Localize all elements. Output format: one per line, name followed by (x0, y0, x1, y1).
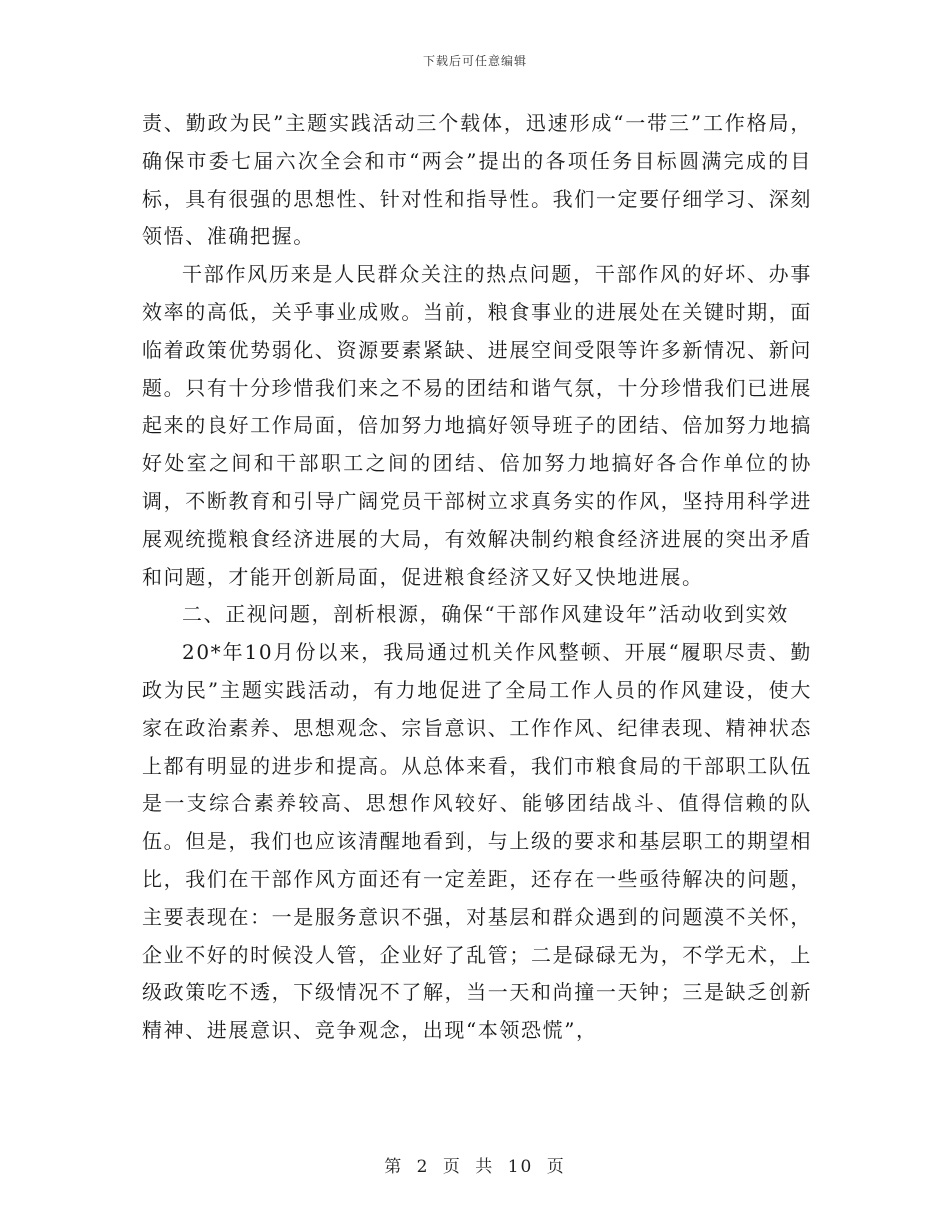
paragraph-problems: 20*年10月份以来，我局通过机关作风整顿、开展“履职尽责、勤政为民”主题实践活动，有力地促进了全局工作人员的作风建设，使大家在政治素养、思想观念、宗旨意识、工作作风、纪律表现、精神状态上都有明显的进步和提高。从总体来看，我们市粮食局的干部职工队伍是一支综合素养较高、思想作风较好、能够团结战斗、值得信赖的队伍。但是，我们也应该清醒地看到，与上级的要求和基层职工的期望相比，我们在干部作风方面还有一定差距，还存在一些亟待解决的问题，主要表现在：一是服务意识不强，对基层和群众遇到的问题漠不关怀，企业不好的时候没人管，企业好了乱管；二是碌碌无为，不学无术，上级政策吃不透，下级情况不了解，当一天和尚撞一天钟；三是缺乏创新精神、进展意识、竞争观念，出现“本领恐慌”， (142, 640, 812, 1043)
page-header: 下载后可任意编辑 (422, 54, 527, 68)
paragraph-cadre-style: 干部作风历来是人民群众关注的热点问题，干部作风的好坏、办事效率的高低，关乎事业成败。当前，粮食事业的进展处在关键时期，面临着政策优势弱化、资源要素紧缺、进展空间受限等许多新情况、新问题。只有十分珍惜我们来之不易的团结和谐气氛，十分珍惜我们已进展起来的良好工作局面，倍加努力地搞好领导班子的团结、倍加努力地搞好处室之间和干部职工之间的团结、倍加努力地搞好各合作单位的协调，不断教育和引导广阔党员干部树立求真务实的作风，坚持用科学进展观统揽粮食经济进展的大局，有效解决制约粮食经济进展的突出矛盾和问题，才能开创新局面，促进粮食经济又好又快地进展。 (142, 262, 812, 589)
body-text (142, 105, 812, 1050)
page-footer: 第 2 页 共 10 页 (384, 1157, 566, 1177)
section-heading-two: 二、正视问题，剖析根源，确保“干部作风建设年”活动收到实效 (182, 602, 789, 627)
paragraph-continuation: 责、勤政为民”主题实践活动三个载体，迅速形成“一带三”工作格局，确保市委七届六次全会和市“两会”提出的各项任务目标圆满完成的目标，具有很强的思想性、针对性和指导性。我们一定要仔细学习、深刻领悟、准确把握。 (142, 111, 812, 249)
